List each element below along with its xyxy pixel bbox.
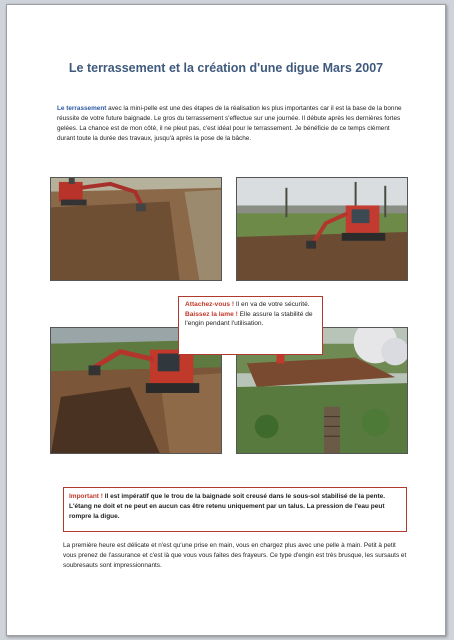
photo-excavator-in-field — [236, 177, 408, 281]
important-lead: Important ! — [69, 493, 103, 500]
callout-warning-blade: Baissez la lame ! — [185, 310, 238, 318]
callout-text-attach: Il en va de votre sécurité. — [234, 301, 310, 308]
intro-lead: Le terrassement — [57, 105, 107, 112]
intro-paragraph — [57, 104, 403, 144]
safety-callout — [178, 296, 323, 355]
page-title: Le terrassement et la création d'une digue Mars 2007 — [68, 61, 384, 75]
callout-text-blade: Elle assure la stabilité de l'engin pendant l'utilisation. — [185, 310, 313, 327]
document-page — [6, 4, 446, 636]
important-text: Il est impératif que le trou de la baignade soit creusé dans le sous-sol stabilisé de la pente. L'étang ne doit et ne peut en aucun cas être retenu uniquement par un talus. La pression de l'eau peut rompre la digue. — [69, 493, 386, 520]
photo-excavation-site — [50, 177, 222, 281]
intro-text: avec la mini-pelle est une des étapes de la réalisation les plus importantes car il est la base de la bonne réussite de votre future baignade. Le gros du terrassement s'effectue sur une journée. Il débute après les dernières fortes gelées. La chance est de mon côté, il ne pleut pas, c'est idéal pour le terrassement. Je bénéficie de ce temps clément durant toute la durée des travaux, jusqu'à après la pose de la bâche. — [57, 105, 402, 142]
closing-paragraph: La première heure est délicate et n'est qu'une prise en main, vous en chargez plus avec une pelle à main. Petit à petit vous prenez de l'assurance et c'est là que vous vous faites des frayeurs. Ce type d'engin est très brusque, les sursauts et soubresauts sont impressionnants. — [63, 542, 407, 569]
callout-warning-attach: Attachez-vous ! — [185, 301, 235, 308]
important-box — [63, 487, 407, 532]
